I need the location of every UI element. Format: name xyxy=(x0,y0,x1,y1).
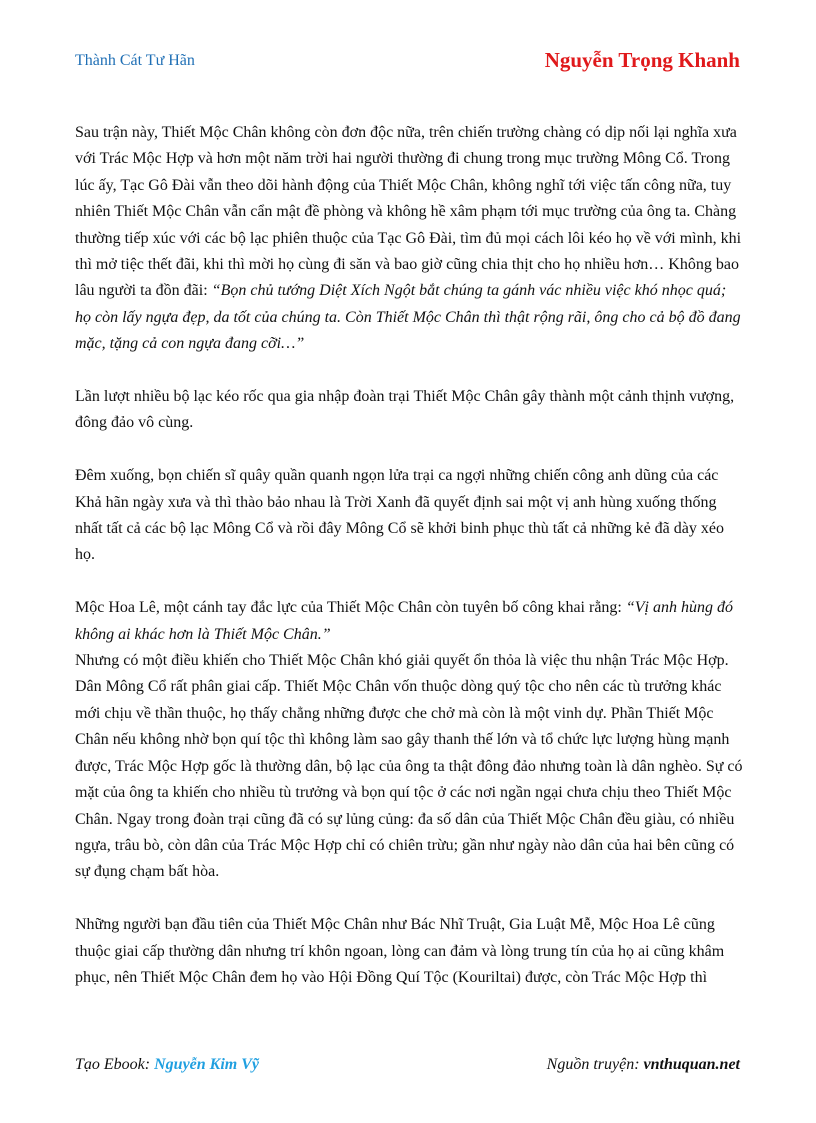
paragraph-5: Nhưng có một điều khiến cho Thiết Mộc Chân khó giải quyết ổn thỏa là việc thu nhận Trác Mộc Hợp. Dân Mông Cổ rất phân giai cấp. Thiết Mộc Chân vốn thuộc dòng quý tộc cho nên các tù trưởng khác mới chịu về thần thuộc, họ thấy chẳng những được che chở mà còn là một vinh dự. Phần Thiết Mộc Chân nếu không nhờ bọn quí tộc thì không làm sao gây thanh thế lớn và tổ chức lực lượng hùng mạnh được, Trác Mộc Hợp gốc là thường dân, bộ lạc của ông ta thật đông đảo nhưng toàn là dân nghèo. Sự có mặt của ông ta khiến cho nhiều tù trưởng và bọn quí tộc ở các nơi ngần ngại chưa chịu theo Thiết Mộc Chân. Ngay trong đoàn trại cũng đã có sự lủng củng: đa số dân của Thiết Mộc Chân đều giàu, có nhiều ngựa, trâu bò, còn dân của Trác Mộc Hợp chỉ có chiên trừu; gần như ngày nào dân của hai bên cũng có sự đụng chạm bất hòa. xyxy=(75,652,743,881)
paragraph-1-text: Sau trận này, Thiết Mộc Chân không còn đơn độc nữa, trên chiến trường chàng có dịp nối lại nghĩa xưa với Trác Mộc Hợp và hơn một năm trời hai người thường đi chung trong mục trường Mông Cổ. Trong lúc ấy, Tạc Gô Đài vẫn theo dõi hành động của Thiết Mộc Chân, không nghĩ tới việc tấn công nữa, tuy nhiên Thiết Mộc Chân vẫn cẩn mật đề phòng và không hề xâm phạm tới mục trường của ông ta. Chàng thường tiếp xúc với các bộ lạc phiên thuộc của Tạc Gô Đài, tìm đủ mọi cách lôi kéo họ về với mình, khi thì mở tiệc thết đãi, khi thì mời họ cùng đi săn và bao giờ cũng chia thịt cho họ nhiều hơn… Không bao lâu người ta đồn đãi: xyxy=(75,124,742,300)
paragraph-6: Những người bạn đầu tiên của Thiết Mộc Chân như Bác Nhĩ Truật, Gia Luật Mễ, Mộc Hoa Lê cũng thuộc giai cấp thường dân nhưng trí khôn ngoan, lòng can đảm và lòng trung tín của họ ai cũng khâm phục, nên Thiết Mộc Chân đem họ vào Hội Đồng Quí Tộc (Kouriltai) được, còn Trác Mộc Hợp thì xyxy=(75,916,725,986)
paragraph-gap xyxy=(75,437,745,463)
paragraph-3: Đêm xuống, bọn chiến sĩ quây quần quanh ngọn lửa trại ca ngợi những chiến công anh dũng của các Khả hãn ngày xưa và thì thào bảo nhau là Trời Xanh đã quyết định sai một vị anh hùng xuống thống nhất tất cả các bộ lạc Mông Cổ và rồi đây Mông Cổ sẽ khởi binh phục thù tất cả những kẻ đã dày xéo họ. xyxy=(75,467,724,564)
footer-ebook-separator: : xyxy=(144,1056,155,1073)
footer-source-credit xyxy=(547,1056,740,1074)
paragraph-gap xyxy=(75,358,745,384)
footer-source-separator: : xyxy=(634,1056,644,1073)
paragraph-1 xyxy=(75,120,745,358)
paragraph-4 xyxy=(75,595,745,648)
book-title: Thành Cát Tư Hãn xyxy=(75,52,195,69)
footer-ebook-credit xyxy=(75,1056,259,1074)
author-name: Nguyễn Trọng Khanh xyxy=(544,48,740,72)
paragraph-1-quote: “Bọn chủ tướng Diệt Xích Ngột bắt chúng ta gánh vác nhiều việc khó nhọc quá; họ còn lấy ngựa đẹp, da tốt của chúng ta. Còn Thiết Mộc Chân thì thật rộng rãi, ông cho cả bộ đồ đang mặc, tặng cả con ngựa đang cỡi…” xyxy=(75,282,741,353)
paragraph-4-quote: “Vị anh hùng đó không ai khác hơn là Thiết Mộc Chân.” xyxy=(75,599,733,643)
paragraph-4-text: Mộc Hoa Lê, một cánh tay đắc lực của Thiết Mộc Chân còn tuyên bố công khai rằng: xyxy=(75,599,626,617)
footer-ebook-name: Nguyễn Kim Vỹ xyxy=(154,1056,259,1073)
paragraph-gap xyxy=(75,569,745,595)
footer-ebook-label: Tạo Ebook xyxy=(75,1056,145,1073)
footer-source-site: vnthuquan.net xyxy=(643,1056,740,1073)
paragraph-gap xyxy=(75,886,745,912)
footer-source-label: Nguồn truyện xyxy=(546,1056,635,1073)
page-body xyxy=(75,120,745,991)
paragraph-2: Lần lượt nhiều bộ lạc kéo rốc qua gia nhập đoàn trại Thiết Mộc Chân gây thành một cảnh thịnh vượng, đông đảo vô cùng. xyxy=(75,388,735,432)
